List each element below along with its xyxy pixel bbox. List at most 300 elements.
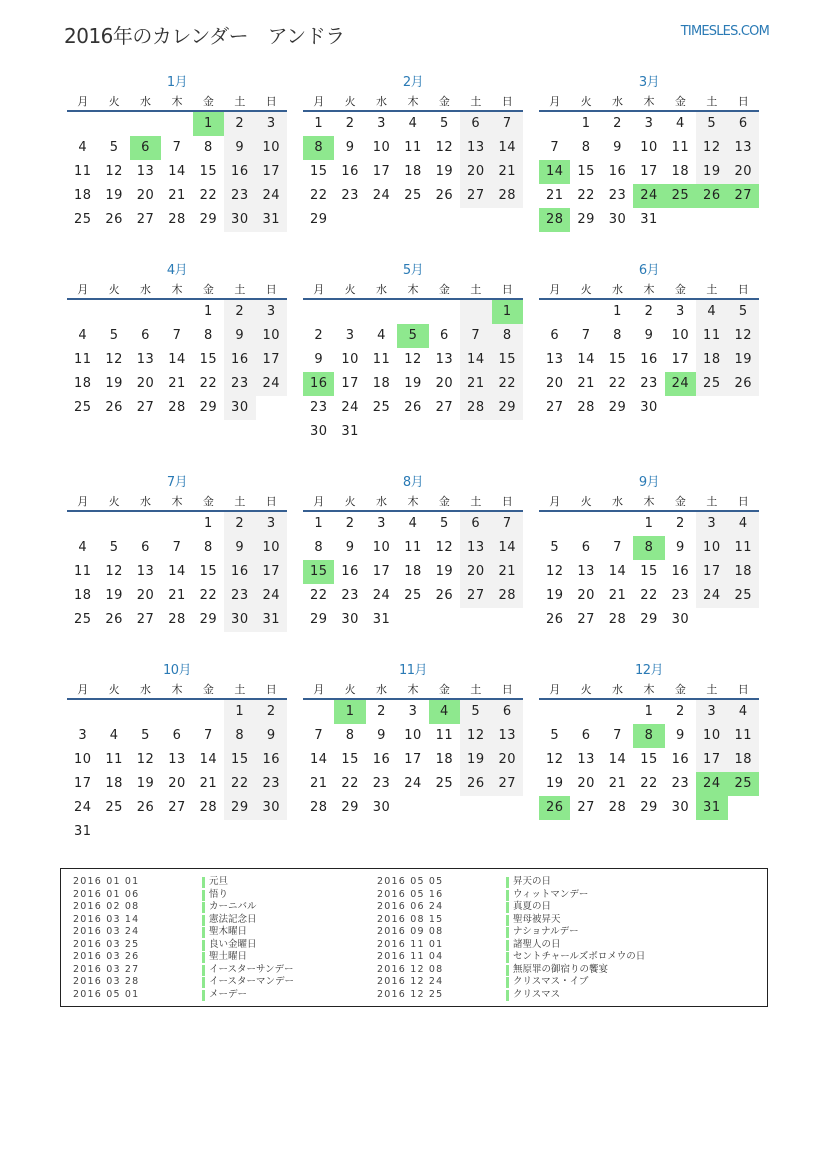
day-cell: 30: [309, 424, 328, 439]
day-cell: 20: [492, 748, 523, 772]
day-cell: 13: [492, 724, 523, 748]
day-cell: 7: [613, 728, 622, 743]
empty-day-cell: [67, 300, 98, 324]
month-title: 6月: [638, 263, 660, 278]
empty-day-cell: [256, 396, 287, 420]
day-cell: 16: [640, 352, 658, 367]
holiday-date: 2016 03 24: [73, 926, 140, 937]
day-cell: 18: [671, 164, 690, 179]
day-cell: 24: [404, 776, 422, 791]
holiday-day-cell: 1: [334, 700, 365, 724]
weekday-label: 月: [77, 683, 89, 696]
day-cell: 25: [372, 400, 391, 415]
day-cell: 17: [341, 376, 359, 391]
day-cell: 2: [345, 516, 355, 531]
day-cell: 20: [168, 776, 186, 791]
weekday-label: 日: [501, 283, 513, 296]
holiday-day-cell: 26: [539, 796, 570, 820]
day-cell: 30: [608, 212, 627, 227]
day-cell: 14: [309, 752, 328, 767]
day-cell: 13: [168, 752, 186, 767]
empty-day-cell: [193, 820, 224, 844]
day-cell: 12: [136, 752, 155, 767]
day-cell: 4: [728, 512, 759, 536]
day-cell: 10: [256, 136, 287, 160]
day-cell: 30: [224, 208, 255, 232]
holiday-marker: [506, 965, 509, 976]
day-cell: 6: [172, 728, 182, 743]
day-cell: 6: [581, 728, 591, 743]
month-title: 10月: [162, 663, 192, 678]
empty-day-cell: [665, 208, 696, 232]
day-cell: 18: [73, 588, 92, 603]
day-cell: 21: [460, 372, 491, 396]
day-cell: 2: [224, 512, 255, 536]
empty-day-cell: [98, 300, 129, 324]
month-title: 12月: [634, 663, 664, 678]
day-cell: 27: [545, 400, 564, 415]
day-cell: 31: [372, 612, 391, 627]
holiday-name: イースターサンデー: [209, 963, 294, 975]
day-cell: 8: [581, 140, 591, 155]
day-cell: 23: [671, 588, 690, 603]
weekday-label: 金: [674, 283, 686, 296]
weekday-label: 土: [470, 283, 482, 296]
weekday-label: 木: [171, 683, 183, 696]
day-cell: 30: [341, 612, 359, 627]
empty-day-cell: [696, 208, 727, 232]
day-cell: 8: [204, 140, 213, 155]
day-cell: 4: [109, 728, 119, 743]
day-cell: 29: [341, 800, 359, 815]
weekday-label: 火: [580, 683, 592, 696]
day-cell: 27: [168, 800, 186, 815]
day-grid: [303, 300, 523, 444]
day-cell: 5: [109, 140, 119, 155]
day-cell: 12: [105, 564, 123, 579]
day-cell: 31: [256, 608, 287, 632]
empty-day-cell: [98, 820, 129, 844]
empty-day-cell: [130, 300, 161, 324]
day-cell: 25: [404, 588, 422, 603]
day-cell: 6: [581, 540, 591, 555]
day-cell: 13: [136, 164, 155, 179]
day-cell: 2: [613, 116, 622, 131]
day-cell: 22: [640, 776, 658, 791]
weekday-label: 日: [737, 683, 749, 696]
weekday-header: [539, 280, 759, 300]
day-cell: 12: [435, 140, 454, 155]
day-cell: 29: [199, 400, 218, 415]
day-cell: 20: [545, 376, 564, 391]
site-link[interactable]: TIMESLES.COM: [680, 24, 769, 39]
day-cell: 9: [314, 352, 324, 367]
weekday-label: 火: [580, 283, 592, 296]
day-cell: 24: [372, 588, 391, 603]
day-cell: 6: [728, 112, 759, 136]
day-cell: 13: [136, 352, 155, 367]
day-cell: 7: [492, 112, 523, 136]
day-cell: 9: [345, 140, 355, 155]
empty-day-cell: [98, 512, 129, 536]
holiday-marker: [202, 965, 205, 976]
day-cell: 2: [377, 704, 386, 719]
day-cell: 15: [199, 164, 218, 179]
day-cell: 14: [608, 564, 627, 579]
empty-day-cell: [161, 700, 192, 724]
holiday-name: 真夏の日: [513, 901, 552, 912]
day-cell: 22: [577, 188, 595, 203]
weekday-label: 水: [376, 495, 388, 508]
empty-day-cell: [366, 420, 397, 444]
day-cell: 28: [608, 612, 627, 627]
day-cell: 25: [73, 400, 92, 415]
weekday-label: 金: [674, 683, 686, 696]
empty-day-cell: [130, 820, 161, 844]
weekday-label: 水: [376, 95, 388, 108]
day-cell: 23: [224, 184, 255, 208]
month-title: 11月: [398, 663, 428, 678]
day-cell: 7: [550, 140, 560, 155]
day-cell: 16: [224, 160, 255, 184]
day-cell: 15: [199, 352, 218, 367]
day-cell: 7: [172, 328, 182, 343]
day-cell: 14: [168, 564, 186, 579]
month-title: 4月: [166, 263, 188, 278]
holiday-legend: [60, 868, 768, 1007]
day-cell: 4: [728, 700, 759, 724]
holiday-date: 2016 11 04: [377, 951, 444, 962]
holiday-marker: [202, 915, 205, 926]
day-cell: 30: [640, 400, 658, 415]
holiday-day-cell: 25: [665, 184, 696, 208]
day-grid: [303, 112, 523, 232]
holiday-marker: [506, 927, 509, 938]
day-cell: 12: [545, 564, 564, 579]
day-cell: 9: [345, 540, 355, 555]
day-cell: 3: [696, 512, 727, 536]
weekday-label: 金: [202, 683, 214, 696]
day-cell: 28: [199, 800, 218, 815]
month-6: [539, 262, 759, 420]
day-cell: 11: [671, 140, 690, 155]
day-cell: 17: [671, 352, 690, 367]
day-cell: 29: [608, 400, 627, 415]
day-cell: 16: [671, 752, 690, 767]
holiday-day-cell: 14: [539, 160, 570, 184]
day-cell: 11: [404, 140, 422, 155]
day-cell: 5: [550, 540, 560, 555]
weekday-label: 水: [612, 495, 624, 508]
day-cell: 15: [224, 748, 255, 772]
weekday-label: 金: [202, 283, 214, 296]
weekday-label: 金: [438, 283, 450, 296]
weekday-label: 火: [344, 283, 356, 296]
day-cell: 30: [671, 800, 690, 815]
weekday-header: [67, 492, 287, 512]
holiday-name: セントチャールズボロメウの日: [513, 951, 646, 962]
day-cell: 2: [644, 304, 654, 319]
day-cell: 13: [435, 352, 454, 367]
holiday-day-cell: 27: [728, 184, 759, 208]
holiday-day-cell: 6: [130, 136, 161, 160]
empty-day-cell: [67, 512, 98, 536]
empty-day-cell: [492, 796, 523, 820]
empty-day-cell: [397, 796, 428, 820]
day-cell: 13: [577, 752, 595, 767]
day-cell: 12: [435, 540, 454, 555]
holiday-date: 2016 05 01: [73, 988, 140, 1000]
day-cell: 21: [492, 560, 523, 584]
day-cell: 12: [728, 324, 759, 348]
month-title: 7月: [166, 475, 188, 490]
holiday-day-cell: 28: [539, 208, 570, 232]
empty-day-cell: [334, 208, 365, 232]
day-cell: 13: [460, 136, 491, 160]
month-1: [67, 74, 287, 232]
day-cell: 29: [199, 212, 218, 227]
holiday-name: 憲法記念日: [209, 913, 257, 925]
weekday-label: 月: [313, 683, 325, 696]
empty-day-cell: [366, 208, 397, 232]
day-cell: 27: [577, 612, 595, 627]
day-cell: 18: [728, 748, 759, 772]
day-cell: 24: [372, 188, 391, 203]
day-cell: 10: [696, 724, 727, 748]
day-cell: 26: [435, 588, 454, 603]
day-cell: 18: [404, 564, 422, 579]
month-3: [539, 74, 759, 232]
empty-day-cell: [570, 300, 601, 324]
weekday-label: 土: [706, 495, 718, 508]
day-cell: 18: [728, 560, 759, 584]
day-grid: [539, 112, 759, 232]
day-cell: 15: [492, 348, 523, 372]
empty-day-cell: [460, 300, 491, 324]
weekday-label: 水: [612, 283, 624, 296]
day-cell: 4: [408, 116, 418, 131]
month-9: [539, 474, 759, 632]
holiday-date: 2016 01 01: [73, 876, 140, 887]
day-cell: 28: [168, 400, 186, 415]
holiday-marker: [506, 952, 509, 963]
holiday-day-cell: 15: [303, 560, 334, 584]
weekday-label: 月: [313, 283, 325, 296]
day-cell: 18: [435, 752, 454, 767]
weekday-label: 月: [549, 683, 561, 696]
day-cell: 25: [728, 584, 759, 608]
weekday-label: 水: [140, 495, 152, 508]
empty-day-cell: [460, 796, 491, 820]
day-cell: 26: [105, 400, 123, 415]
day-cell: 9: [676, 540, 685, 555]
holiday-marker: [202, 877, 205, 888]
day-cell: 7: [172, 140, 182, 155]
empty-day-cell: [161, 300, 192, 324]
day-cell: 22: [199, 376, 218, 391]
month-title: 3月: [638, 75, 660, 90]
day-cell: 8: [345, 728, 355, 743]
day-cell: 20: [136, 188, 155, 203]
day-cell: 19: [105, 376, 123, 391]
weekday-label: 土: [470, 495, 482, 508]
day-cell: 4: [78, 328, 88, 343]
day-cell: 16: [224, 560, 255, 584]
empty-day-cell: [539, 300, 570, 324]
holiday-date: 2016 12 08: [377, 963, 444, 975]
day-cell: 13: [545, 352, 564, 367]
day-cell: 4: [78, 540, 88, 555]
day-cell: 3: [256, 300, 287, 324]
day-cell: 30: [372, 800, 391, 815]
day-cell: 12: [460, 724, 491, 748]
day-cell: 17: [372, 564, 391, 579]
day-cell: 19: [696, 160, 727, 184]
holiday-marker: [202, 890, 205, 901]
day-cell: 25: [73, 612, 92, 627]
day-cell: 28: [492, 584, 523, 608]
day-cell: 30: [224, 608, 255, 632]
weekday-header: [67, 280, 287, 300]
empty-day-cell: [224, 820, 255, 844]
day-cell: 9: [676, 728, 685, 743]
holiday-day-cell: 8: [633, 724, 664, 748]
day-cell: 17: [256, 560, 287, 584]
empty-day-cell: [602, 700, 633, 724]
weekday-label: 火: [108, 683, 120, 696]
holiday-day-cell: 31: [696, 796, 727, 820]
day-cell: 31: [341, 424, 359, 439]
day-cell: 22: [309, 188, 328, 203]
day-cell: 23: [671, 776, 690, 791]
empty-day-cell: [397, 608, 428, 632]
day-cell: 5: [109, 328, 119, 343]
day-cell: 31: [73, 824, 92, 839]
empty-day-cell: [539, 700, 570, 724]
weekday-header: [303, 680, 523, 700]
day-grid: [539, 512, 759, 632]
day-cell: 3: [78, 728, 88, 743]
holiday-marker: [202, 927, 205, 938]
holiday-day-cell: 5: [397, 324, 428, 348]
day-cell: 7: [204, 728, 213, 743]
weekday-label: 金: [202, 95, 214, 108]
day-cell: 18: [105, 776, 123, 791]
empty-day-cell: [728, 396, 759, 420]
day-cell: 16: [341, 564, 359, 579]
holiday-date: 2016 09 08: [377, 926, 444, 937]
day-cell: 22: [341, 776, 359, 791]
empty-day-cell: [539, 112, 570, 136]
day-cell: 12: [404, 352, 422, 367]
day-cell: 1: [644, 704, 654, 719]
day-cell: 3: [676, 304, 685, 319]
day-cell: 20: [136, 376, 155, 391]
day-cell: 29: [577, 212, 595, 227]
day-cell: 10: [256, 536, 287, 560]
weekday-label: 木: [171, 95, 183, 108]
day-cell: 17: [640, 164, 658, 179]
holiday-name: 聖土曜日: [209, 951, 248, 962]
day-cell: 26: [404, 400, 422, 415]
holiday-name: 良い金曜日: [209, 938, 257, 950]
day-cell: 26: [460, 772, 491, 796]
day-cell: 19: [105, 188, 123, 203]
month-11: [303, 662, 523, 820]
empty-day-cell: [460, 420, 491, 444]
day-cell: 20: [728, 160, 759, 184]
empty-day-cell: [429, 796, 460, 820]
day-cell: 14: [199, 752, 218, 767]
day-cell: 14: [168, 164, 186, 179]
weekday-label: 月: [77, 495, 89, 508]
holiday-day-cell: 16: [303, 372, 334, 396]
day-cell: 9: [644, 328, 654, 343]
holiday-date: 2016 05 16: [377, 888, 444, 900]
day-cell: 30: [256, 796, 287, 820]
weekday-label: 木: [407, 95, 419, 108]
day-cell: 17: [73, 776, 92, 791]
holiday-marker: [506, 915, 509, 926]
empty-day-cell: [397, 208, 428, 232]
day-cell: 29: [199, 612, 218, 627]
day-cell: 21: [168, 188, 186, 203]
day-cell: 16: [671, 564, 690, 579]
day-cell: 25: [404, 188, 422, 203]
day-cell: 10: [372, 540, 391, 555]
day-cell: 4: [78, 140, 88, 155]
empty-day-cell: [193, 700, 224, 724]
day-cell: 8: [224, 724, 255, 748]
holiday-marker: [202, 902, 205, 913]
holiday-date: 2016 08 15: [377, 913, 444, 925]
day-cell: 2: [676, 704, 685, 719]
day-grid: [67, 300, 287, 420]
weekday-label: 火: [344, 495, 356, 508]
weekday-label: 日: [737, 495, 749, 508]
weekday-label: 木: [407, 683, 419, 696]
month-title: 1月: [166, 75, 188, 90]
empty-day-cell: [492, 608, 523, 632]
weekday-label: 木: [643, 283, 655, 296]
day-cell: 28: [608, 800, 627, 815]
day-cell: 1: [314, 516, 324, 531]
day-cell: 14: [168, 352, 186, 367]
day-cell: 6: [492, 700, 523, 724]
weekday-label: 日: [501, 95, 513, 108]
day-cell: 23: [372, 776, 391, 791]
day-cell: 5: [550, 728, 560, 743]
empty-day-cell: [602, 512, 633, 536]
day-cell: 6: [141, 540, 150, 555]
weekday-label: 火: [108, 495, 120, 508]
day-cell: 31: [256, 208, 287, 232]
holiday-day-cell: 24: [696, 772, 727, 796]
day-cell: 7: [460, 324, 491, 348]
holiday-date: 2016 12 24: [377, 976, 444, 987]
weekday-label: 水: [376, 283, 388, 296]
day-cell: 8: [314, 540, 324, 555]
holiday-day-cell: 25: [728, 772, 759, 796]
day-cell: 25: [73, 212, 92, 227]
day-cell: 16: [608, 164, 627, 179]
empty-day-cell: [98, 700, 129, 724]
day-cell: 21: [199, 776, 218, 791]
day-cell: 10: [404, 728, 422, 743]
holiday-name: 悟り: [209, 888, 229, 900]
empty-day-cell: [570, 700, 601, 724]
day-cell: 24: [341, 400, 359, 415]
